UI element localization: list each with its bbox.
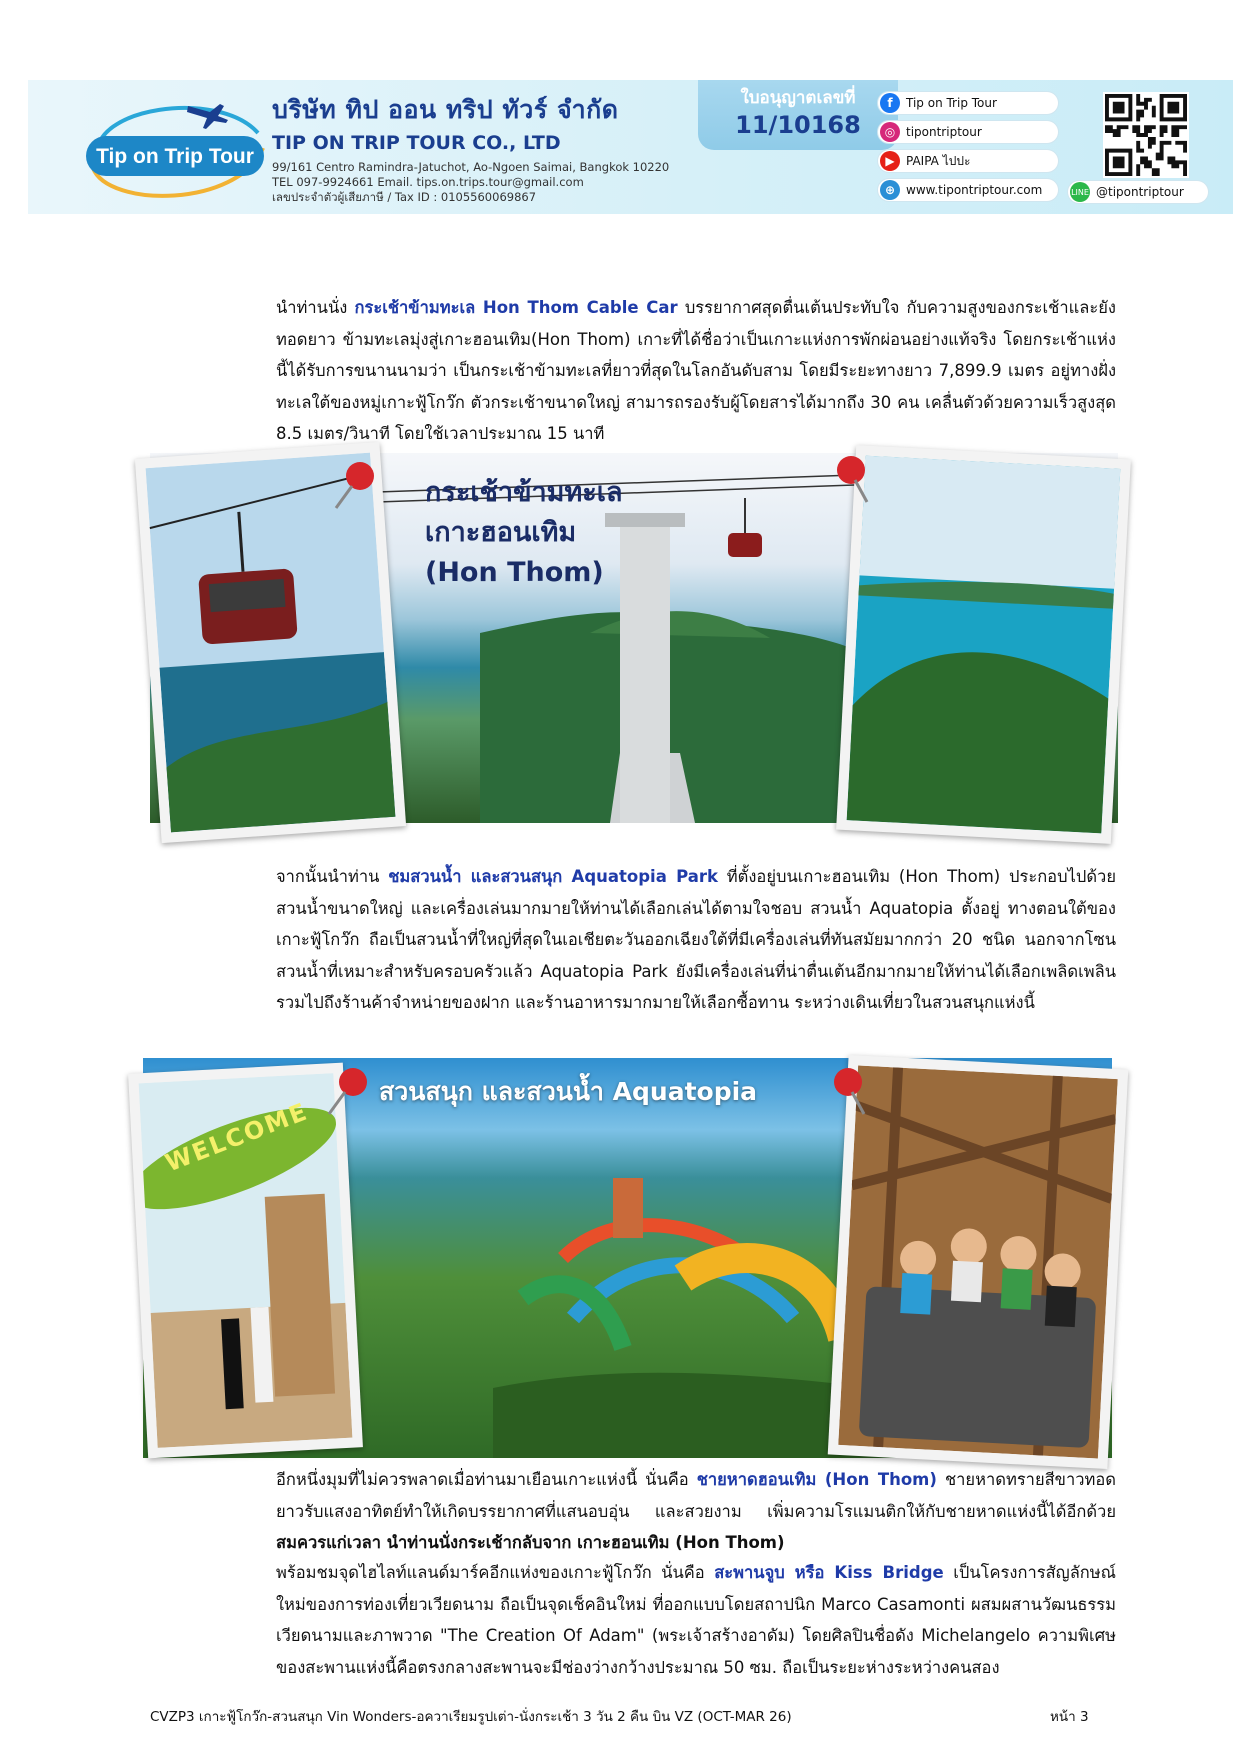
website-label: www.tipontriptour.com (906, 183, 1043, 197)
qr-code-icon (1105, 94, 1187, 176)
social-links (878, 92, 1058, 208)
paragraph-aquatopia (276, 861, 1116, 1019)
pushpin-icon (323, 1064, 371, 1120)
line-link[interactable] (1068, 181, 1208, 203)
p3-text-pre: อีกหนึ่งมุมที่ไม่ควรพลาดเมื่อท่านมาเยือนเกาะแห่งนี้ นั่นคือ (276, 1470, 697, 1489)
p2-highlight: ชมสวนน้ำ และสวนสนุก Aquatopia Park (388, 867, 718, 886)
company-name-th: บริษัท ทิป ออน ทริป ทัวร์ จำกัด (272, 95, 619, 124)
p1-text-pre: นำท่านนั่ง (276, 298, 355, 317)
company-name-en: TIP ON TRIP TOUR CO., LTD (272, 132, 561, 154)
web-icon: ⊕ (880, 180, 900, 200)
p1-text-post: บรรยากาศสุดตื่นเต้นประทับใจ กับความสูงของกระเช้าและยังทอดยาว ข้ามทะเลมุ่งสู่เกาะฮอนเทิม(Hon Thom) เกาะที่ได้ชื่อว่าเป็นเกาะแห่งการพักผ่อนอย่างแท้จริง โดยกระเช้าแห่งนี้ได้รับการขนานนามว่า เป็นกระเช้าข้ามทะเลที่ยาวที่สุดในโลกอันดับสาม โดยมีระยะทางยาว 7,899.9 เมตร อยู่ทางฝั่งทะเลใต้ของหมู่เกาะฟู้โกว๊ก ตัวกระเช้าขนาดใหญ่ สามารถรองรับผู้โดยสารได้มากถึง 30 คน เคลื่นตัวด้วยความเร็วสูงสุด 8.5 เมตร/วินาที โดยใช้เวลาประมาณ 15 นาที (276, 298, 1116, 443)
instagram-icon: ◎ (880, 122, 900, 142)
company-contact: TEL 097-9924661 Email. tips.on.trips.tour@gmail.com (272, 175, 584, 189)
paragraph-hon-thom-beach (276, 1464, 1116, 1559)
facebook-icon: f (880, 93, 900, 113)
website-link[interactable] (878, 179, 1058, 201)
line-icon: LINE (1070, 182, 1090, 202)
pushpin-icon (833, 452, 881, 508)
paragraph-kiss-bridge (276, 1557, 1116, 1683)
pushpin-icon (830, 1064, 878, 1120)
company-logo (68, 88, 278, 206)
p4-text-post: เป็นโครงการสัญลักษณ์ใหม่ของการท่องเที่ยวเวียดนาม ถือเป็นจุดเช็คอินใหม่ ที่ออกแบบโดยสถาปนิก Marco Casamonti ผสมผสานวัฒนธรรมเวียดนามและภาพวาด "The Creation Of Adam" (พระเจ้าสร้างอาดัม) โดยศิลปินชื่อดัง Michelangelo ความพิเศษของสะพานแห่งนี้คือตรงกลางสะพานจะมีช่องว่างกว้างประมาณ 50 ซม. ถือเป็นระยะห่างระหว่างคนสอง (276, 1563, 1116, 1677)
water-slide-photo (128, 1063, 363, 1459)
facebook-link[interactable] (878, 92, 1058, 114)
p1-highlight: กระเช้าข้ามทะเล Hon Thom Cable Car (354, 298, 678, 317)
caption1-line3: (Hon Thom) (425, 557, 604, 588)
instagram-label: tipontriptour (906, 125, 982, 139)
p3-bold: สมควรแก่เวลา นำท่านนั่งกระเช้ากลับจาก เกาะฮอนเทิม (Hon Thom) (276, 1533, 785, 1552)
youtube-link[interactable] (878, 150, 1058, 172)
company-address: 99/161 Centro Ramindra-Jatuchot, Ao-Ngoen Saimai, Bangkok 10220 (272, 160, 670, 174)
paragraph-cable-car (276, 292, 1116, 450)
footer-title: CVZP3 เกาะฟู้โกว๊ก-สวนสนุก Vin Wonders-อควาเรียมรูปเต่า-นั่งกระเช้า 3 วัน 2 คืน บิน VZ (OCT-MAR 26) (150, 1709, 792, 1725)
pushpin-icon (330, 458, 378, 514)
island-photo (847, 456, 1121, 834)
company-header-banner (28, 80, 1233, 214)
aquatopia-caption: สวนสนุก และสวนน้ำ Aquatopia (379, 1077, 758, 1106)
license-badge (698, 80, 898, 150)
footer-page-number: หน้า 3 (1050, 1709, 1089, 1725)
p3-highlight: ชายหาดฮอนเทิม (Hon Thom) (696, 1470, 937, 1489)
p2-text-pre: จากนั้นนำท่าน (276, 867, 389, 886)
instagram-link[interactable] (878, 121, 1058, 143)
caption1-line1: กระเช้าข้ามทะเล (425, 477, 623, 508)
company-tax-id: เลขประจำตัวผู้เสียภาษี / Tax ID : 0105560069867 (272, 190, 537, 204)
p2-text-post: ที่ตั้งอยู่บนเกาะฮอนเทิม (Hon Thom) ประกอบไปด้วยสวนน้ำขนาดใหญ่ และเครื่องเล่นมากมายให้ท่านได้เลือกเล่นได้ตามใจชอบ สวนน้ำ Aquatopia ตั้งอยู่ ทางตอนใต้ของเกาะฟู้โกว๊ก ถือเป็นสวนน้ำที่ใหญ่ที่สุดในเอเชียตะวันออกเฉียงใต้ที่มีเครื่องเล่นที่ทันสมัยมากกว่า 20 ชนิด นอกจากโซนสวนน้ำที่เหมาะสำหรับครอบครัวแล้ว Aquatopia Park ยังมีเครื่องเล่นที่น่าตื่นเต้นอีกมากมายให้ท่านได้เลือกเพลิดเพลิน รวมไปถึงร้านค้าจำหน่ายของฝาก และร้านอาหารมากมายให้เลือกซื้อทาน ระหว่างเดินเที่ยวในสวนสนุกแห่งนี้ (276, 867, 1116, 1012)
youtube-icon: ▶ (880, 151, 900, 171)
qr-code (1103, 92, 1189, 178)
p4-highlight: สะพานจูบ หรือ Kiss Bridge (714, 1563, 944, 1582)
caption1-line2: เกาะฮอนเทิม (425, 517, 577, 548)
license-label: ใบอนุญาตเลขที่ (740, 88, 856, 108)
line-label: @tipontriptour (1096, 185, 1184, 199)
coaster-riders-photo (838, 1065, 1118, 1458)
logo-text: Tip on Trip Tour (96, 145, 254, 168)
p3-text-mid: ชายหาดทรายสีขาวทอดยาวรับแสงอาทิตย์ทำให้เกิดบรรยากาศที่แสนอบอุ่น และสวยงาม เพิ่มความโรแมนติกให้กับชายหาดแห่งนี้ได้อีกด้วย (276, 1470, 1116, 1521)
cable-car-caption (425, 473, 623, 593)
youtube-label: PAIPA ไปปะ (906, 153, 971, 168)
facebook-label: Tip on Trip Tour (906, 96, 997, 110)
license-number: 11/10168 (735, 111, 861, 139)
company-info (272, 90, 669, 205)
welcome-sign: WELCOME (161, 1097, 313, 1178)
p4-text-pre: พร้อมชมจุดไฮไลท์แลนด์มาร์คอีกแห่งของเกาะฟู้โกว๊ก นั่นคือ (276, 1563, 715, 1582)
